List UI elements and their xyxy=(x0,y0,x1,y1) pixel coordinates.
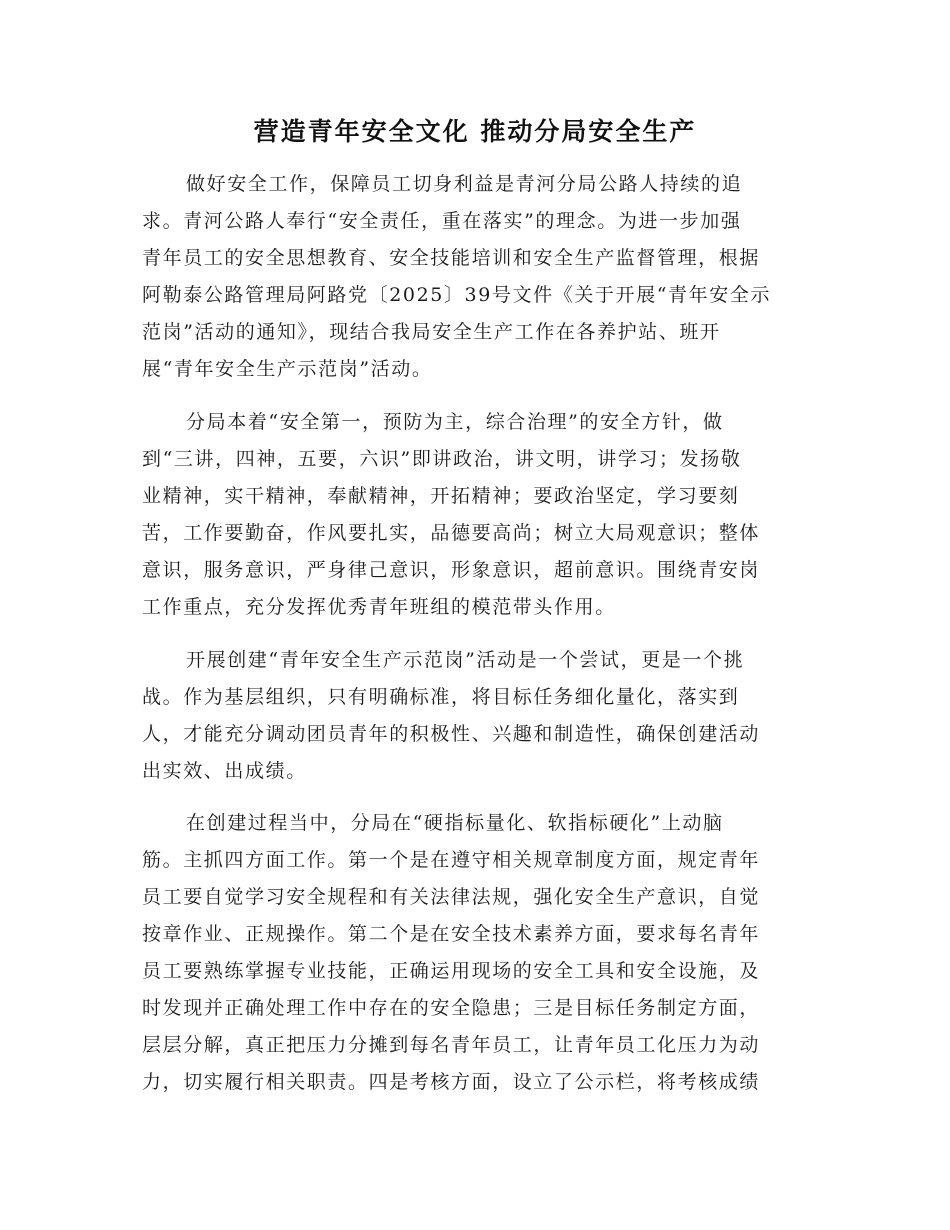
paragraph-line: 开展创建“青年安全生产示范岗”活动是一个尝试，更是一个挑 xyxy=(186,649,745,671)
paragraph-line: 苦，工作要勤奋，作风要扎实，品德要高尚；树立大局观意识；整体 xyxy=(142,522,761,544)
paragraph-line: 分局本着“安全第一，预防为主，综合治理”的安全方针，做 xyxy=(186,411,724,433)
paragraph-line: 在创建过程当中，分局在“硬指标量化、软指标硬化”上动脑 xyxy=(186,812,724,834)
paragraph-line: 展“青年安全生产示范岗”活动。 xyxy=(142,358,433,380)
paragraph-line: 员工要自觉学习安全规程和有关法律法规，强化安全生产意识，自觉 xyxy=(142,886,761,908)
paragraph-line: 意识，服务意识，严身律己意识，形象意识，超前意识。围绕青安岗 xyxy=(142,559,761,581)
paragraph-line: 人，才能充分调动团员青年的积极性、兴趣和制造性，确保创建活动 xyxy=(142,723,761,745)
paragraph-line: 力，切实履行相关职责。四是考核方面，设立了公示栏，将考核成绩 xyxy=(142,1071,761,1093)
paragraph-line: 出实效、出成绩。 xyxy=(142,760,307,782)
paragraph-line: 筋。主抓四方面工作。第一个是在遵守相关规章制度方面，规定青年 xyxy=(142,849,761,871)
document-title: 营造青年安全文化 推动分局安全生产 xyxy=(253,117,697,146)
paragraph-line: 工作重点，充分发挥优秀青年班组的模范带头作用。 xyxy=(142,596,616,618)
paragraph-line: 青年员工的安全思想教育、安全技能培训和安全生产监督管理，根据 xyxy=(142,247,761,269)
paragraph-line: 做好安全工作，保障员工切身利益是青河分局公路人持续的追 xyxy=(186,173,743,195)
paragraph-3 xyxy=(142,642,807,790)
paragraph-line: 到“三讲，四神，五要，六识”即讲政治，讲文明，讲学习；发扬敬 xyxy=(142,448,742,470)
paragraph-line: 求。青河公路人奉行“安全责任，重在落实”的理念。为进一步加强 xyxy=(142,210,742,232)
paragraph-line: 层层分解，真正把压力分摊到每名青年员工，让青年员工化压力为动 xyxy=(142,1034,761,1056)
paragraph-line: 范岗”活动的通知》，现结合我局安全生产工作在各养护站、班开 xyxy=(142,321,721,343)
paragraph-4 xyxy=(142,805,807,1101)
paragraph-line: 员工要熟练掌握专业技能，正确运用现场的安全工具和安全设施，及 xyxy=(142,960,761,982)
paragraph-line: 时发现并正确处理工作中存在的安全隐患；三是目标任务制定方面， xyxy=(142,997,761,1019)
paragraph-line: 阿勒泰公路管理局阿路党〔2025〕39号文件《关于开展“青年安全示 xyxy=(142,284,772,306)
paragraph-1 xyxy=(142,166,807,388)
paragraph-line: 战。作为基层组织，只有明确标准，将目标任务细化量化，落实到 xyxy=(142,686,740,708)
paragraph-line: 按章作业、正规操作。第二个是在安全技术素养方面，要求每名青年 xyxy=(142,923,761,945)
paragraph-line: 业精神，实干精神，奉献精神，开拓精神；要政治坚定，学习要刻 xyxy=(142,485,740,507)
paragraph-2 xyxy=(142,404,807,626)
